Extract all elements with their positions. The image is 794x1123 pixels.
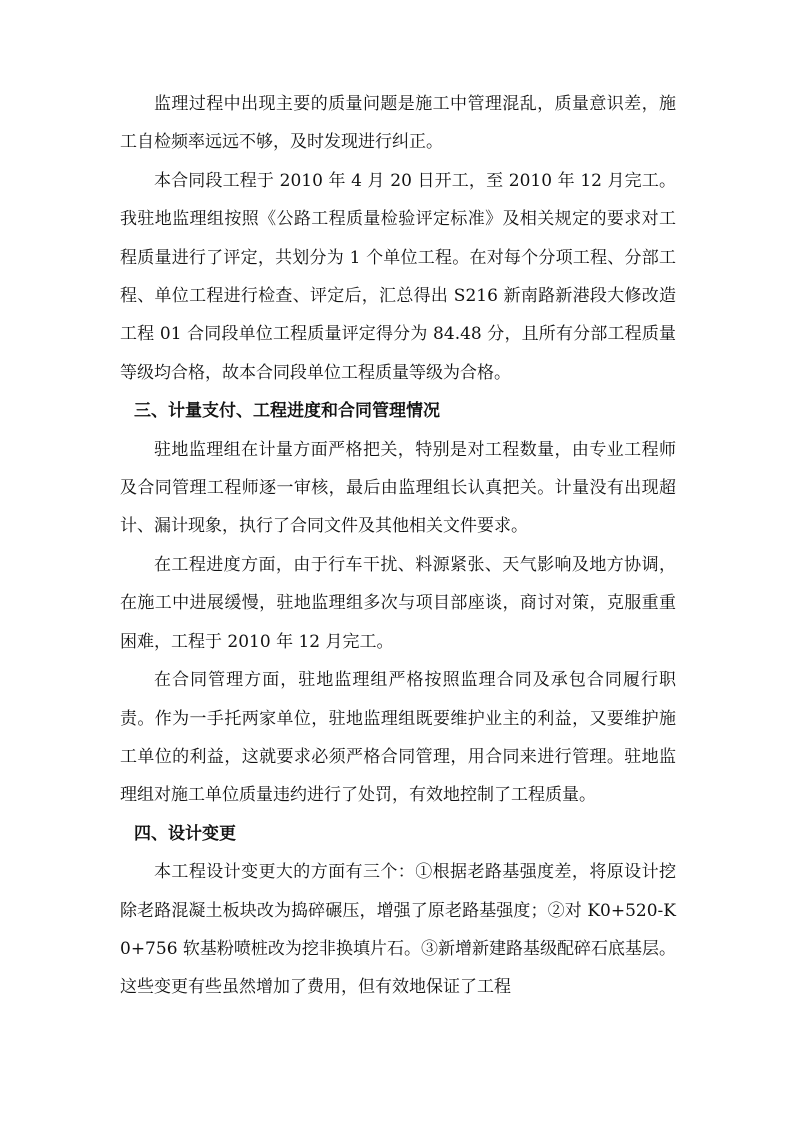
paragraph-quality-evaluation: 本合同段工程于 2010 年 4 月 20 日开工，至 2010 年 12 月完工。我驻地监理组按照《公路工程质量检验评定标准》及相关规定的要求对工程质量进行了评定，共划分为 1 个单位工程。在对每个分项工程、分部工程、单位工程进行检查、评定后，汇总得出 S216 新南路新港段大修改造工程 01 合同段单位工程质量评定得分为 84.48 分，且所有分部工程质量等级均合格，故本合同段单位工程质量等级为合格。 [120,170,676,383]
paragraph-measurement: 驻地监理组在计量方面严格把关，特别是对工程数量，由专业工程师及合同管理工程师逐一审核，最后由监理组长认真把关。计量没有出现超计、漏计现象，执行了合同文件及其他相关文件要求。 [120,439,676,537]
paragraph-contract-management: 在合同管理方面，驻地监理组严格按照监理合同及承包合同履行职责。作为一手托两家单位，驻地监理组既要维护业主的利益，又要维护施工单位的利益，这就要求必须严格合同管理，用合同来进行管理。驻地监理组对施工单位质量违约进行了处罚，有效地控制了工程质量。 [120,670,676,806]
document-body [120,85,676,1007]
section-heading-design-changes: 四、设计变更 [134,823,236,844]
paragraph-progress: 在工程进度方面，由于行车干扰、料源紧张、天气影响及地方协调，在施工中进展缓慢，驻地监理组多次与项目部座谈，商讨对策，克服重重困难，工程于 2010 年 12 月完工。 [120,554,676,652]
paragraph-design-changes: 本工程设计变更大的方面有三个：①根据老路基强度差，将原设计挖除老路混凝土板块改为捣碎碾压，增强了原老路基强度；②对 K0+520-K0+756 软基粉喷桩改为挖非换填片石。③新增新建路基级配碎石底基层。这些变更有些虽然增加了费用，但有效地保证了工程 [120,862,676,998]
paragraph-quality-issues: 监理过程中出现主要的质量问题是施工中管理混乱，质量意识差，施工自检频率远远不够，及时发现进行纠正。 [120,94,676,153]
section-heading-payment-progress-contract: 三、计量支付、工程进度和合同管理情况 [134,401,440,422]
